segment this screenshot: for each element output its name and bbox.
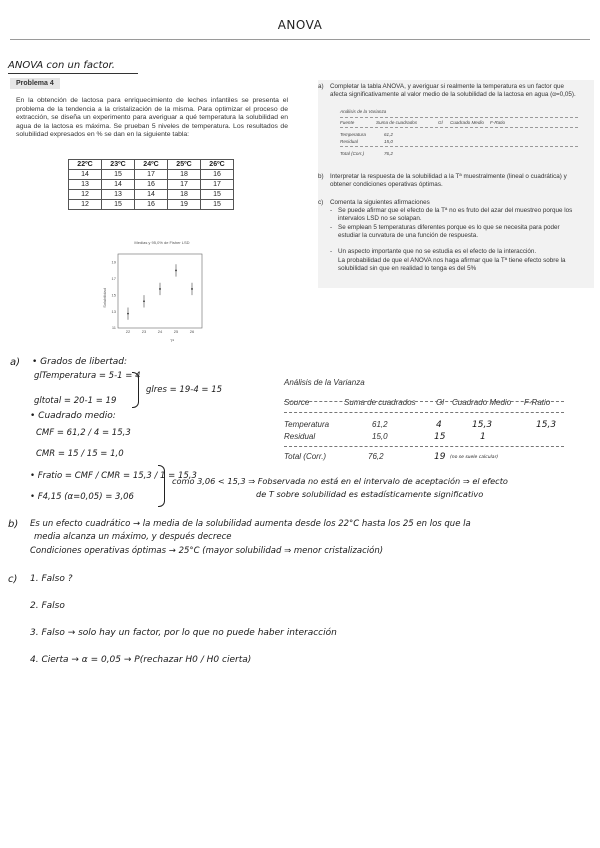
chart-ylabel: Solubilidad	[102, 288, 107, 308]
anova-cell: Residual	[284, 432, 316, 441]
mean-point	[159, 288, 161, 290]
question-c-label: c)	[318, 199, 324, 206]
chart-title: Medias y 95,0% de Fisher LSD	[134, 240, 190, 245]
answer-anova-table	[284, 378, 584, 464]
section-subtitle: ANOVA con un factor.	[8, 60, 115, 71]
gl-residual: glres = 19-4 = 15	[146, 385, 223, 395]
mean-point	[143, 300, 145, 302]
answer-c-item-2: 2. Falso	[30, 601, 65, 611]
table-row	[69, 170, 234, 180]
table-cell: 16	[135, 200, 168, 210]
question-b-text: Interpretar la respuesta de la solubilidad a la Tª muestralmente (lineal o cuadrática) y obtener condiciones operativas óptimas.	[330, 173, 567, 188]
table-header: 25ºC	[168, 160, 201, 170]
mini-anova-row	[340, 139, 578, 147]
anova-cell: 4	[436, 420, 442, 430]
answer-b-label: b)	[8, 519, 19, 530]
page-title: ANOVA	[277, 18, 323, 32]
data-table	[68, 159, 234, 210]
anova-cell: Temperatura	[284, 420, 330, 429]
y-tick-label: 13	[111, 308, 116, 314]
anova-total-note: (no se suele calcular)	[450, 455, 499, 460]
grados-heading: • Grados de libertad:	[32, 357, 127, 367]
table-cell: 12	[69, 190, 102, 200]
table-cell: 15	[201, 190, 234, 200]
table-cell: 15	[201, 200, 234, 210]
list-item: - Se emplean 5 temperaturas diferentes porque es lo que se necesita para poder estudiar la curvatura de una función de respuesta.	[338, 224, 576, 240]
anova-row	[284, 420, 584, 432]
table-row	[69, 190, 234, 200]
question-b-label: b)	[318, 173, 324, 180]
list-item: - Se puede afirmar que el efecto de la Tª no es fruto del azar del muestreo porque los intervalos LSD no se solapan.	[338, 207, 576, 223]
anova-header: Cuadrado Medio	[452, 398, 512, 407]
mini-anova-header: Cuadrado Medio	[450, 120, 484, 125]
mini-anova-cell: 76,2	[384, 151, 393, 156]
y-tick-label: 15	[111, 292, 116, 298]
question-b	[320, 173, 576, 189]
x-tick-label: 22	[125, 329, 131, 334]
answer-c-item-3: 3. Falso → solo hay un factor, por lo que no puede haber interacción	[30, 628, 337, 638]
gl-temperatura: glTemperatura = 5-1 = 4	[34, 371, 141, 381]
problem-intro: En la obtención de lactosa para enriquecimiento de leches infantiles se presenta el problema de la tendencia a la cristalización de la misma. Para optimizar el proceso de extracción, se diseña un experimento para averiguar a qué temperatura la solubilidad en agua de la lactosa es máxima. Se prueban 5 niveles de temperatura. Los resultados de solubilidad expresados en % se dan en la siguiente tabla:	[16, 97, 288, 139]
conclusion-line-2: de T sobre solubilidad es estadísticamente significativo	[256, 489, 484, 499]
mini-anova-title-row	[340, 109, 578, 117]
anova-row	[284, 432, 584, 444]
table-header: 22ºC	[69, 160, 102, 170]
mini-anova-header: Fuente	[340, 120, 355, 125]
ftab-formula: • F4,15 (α=0,05) = 3,06	[30, 492, 134, 502]
anova-cell: 61,2	[372, 420, 388, 429]
x-tick-label: 23	[141, 329, 147, 334]
question-c-text: Comenta la siguientes afirmaciones	[330, 199, 430, 206]
anova-divider	[284, 401, 564, 402]
mini-anova-header-row	[340, 117, 578, 128]
anova-cell: Total (Corr.)	[284, 452, 327, 461]
mini-anova-total-row	[340, 151, 578, 159]
table-cell: 14	[102, 180, 135, 190]
anova-header: Gl	[436, 398, 444, 407]
cuadrado-heading: • Cuadrado medio:	[30, 411, 116, 421]
lsd-chart	[100, 236, 220, 344]
problem-label: Problema 4	[10, 78, 60, 89]
answer-b-line-3: Condiciones operativas óptimas → 25°C (mayor solubilidad ⇒ menor cristalización)	[30, 546, 384, 556]
table-cell: 13	[69, 180, 102, 190]
mini-anova-cell: Total (Corr.)	[340, 151, 365, 156]
chart-marks	[127, 264, 193, 320]
anova-divider	[284, 412, 564, 413]
anova-header: Source	[284, 398, 310, 407]
question-a-label: a)	[318, 83, 324, 90]
mini-anova-cell: Residual	[340, 139, 358, 144]
anova-spacer	[284, 390, 584, 398]
table-cell: 15	[102, 200, 135, 210]
table-cell: 17	[168, 180, 201, 190]
x-tick-label: 26	[189, 329, 195, 334]
mini-anova-cell: 15,0	[384, 139, 393, 144]
anova-cell: 76,2	[368, 452, 384, 461]
table-header-row	[69, 160, 234, 170]
conclusion-line-1: como 3,06 < 15,3 ⇒ Fobservada no está en el intervalo de aceptación ⇒ el efecto	[172, 476, 508, 486]
anova-title: Análisis de la Varianza	[284, 378, 365, 387]
mini-anova-table	[340, 109, 578, 159]
anova-cell: 15	[434, 432, 446, 442]
anova-cell: 15,3	[536, 420, 557, 430]
question-c-note: La probabilidad de que el ANOVA nos haga afirmar que la Tª tiene efecto sobre la solubilidad sin que en realidad lo tenga es del 5%	[338, 257, 566, 272]
anova-cell: 15,3	[472, 420, 493, 430]
anova-title-row	[284, 378, 584, 390]
anova-header: F-Ratio	[524, 398, 551, 407]
answer-a-label: a)	[10, 357, 21, 368]
cmr-formula: CMR = 15 / 15 = 1,0	[36, 449, 124, 459]
answer-c-label: c)	[8, 574, 18, 585]
mini-anova-header: F-Ratio	[490, 120, 506, 125]
gl-total: gltotal = 20-1 = 19	[34, 396, 117, 406]
table-header: 24ºC	[135, 160, 168, 170]
table-header: 26ºC	[201, 160, 234, 170]
y-tick-label: 11	[111, 325, 116, 331]
mean-point	[127, 313, 129, 315]
y-tick-label: 17	[111, 275, 116, 281]
mean-point	[175, 270, 177, 272]
table-cell: 19	[168, 200, 201, 210]
cmf-formula: CMF = 61,2 / 4 = 15,3	[36, 428, 131, 438]
question-c-list	[320, 207, 576, 256]
question-c	[320, 199, 576, 273]
table-cell: 14	[135, 190, 168, 200]
table-cell: 14	[69, 170, 102, 180]
mini-anova-title: Análisis de la Varianza	[340, 109, 387, 114]
anova-total-row	[284, 452, 584, 464]
table-cell: 18	[168, 170, 201, 180]
table-row	[69, 180, 234, 190]
table-cell: 13	[102, 190, 135, 200]
anova-cell: 15,0	[372, 432, 388, 441]
table-cell: 17	[135, 170, 168, 180]
mini-anova-cell: Temperatura	[340, 132, 366, 137]
question-a-text: Completar la tabla ANOVA, y averiguar si realmente la temperatura es un factor que afecta significativamente al valor medio de la solubilidad de la lactosa en agua (α=0,05).	[330, 83, 576, 98]
anova-cell: 1	[480, 432, 486, 442]
x-tick-label: 25	[173, 329, 179, 334]
list-item: - Un aspecto importante que no se estudia es el efecto de la interacción.	[338, 248, 576, 256]
y-tick-label: 19	[111, 259, 116, 265]
chart-x-ticks	[126, 329, 195, 334]
anova-divider	[284, 446, 564, 447]
question-a	[320, 83, 576, 99]
answer-b-line-1: Es un efecto cuadrático → la media de la solubilidad aumenta desde los 22°C hasta los 25 en los que la	[30, 519, 471, 529]
chart-y-ticks	[112, 259, 117, 330]
mini-anova-header: Gl	[438, 120, 443, 125]
mini-anova-row	[340, 132, 578, 139]
chart-xlabel: Tª	[170, 338, 174, 343]
mini-anova-header: Suma de cuadrados	[376, 120, 418, 125]
anova-header: Suma de cuadrados	[344, 398, 416, 407]
table-header: 23ºC	[102, 160, 135, 170]
table-cell: 16	[201, 170, 234, 180]
table-cell: 16	[135, 180, 168, 190]
anova-cell: 19	[434, 452, 446, 462]
answer-b-line-2: media alcanza un máximo, y después decrece	[34, 532, 232, 542]
title-divider	[10, 39, 590, 40]
table-cell: 12	[69, 200, 102, 210]
brace-f	[158, 465, 165, 507]
x-tick-label: 24	[157, 329, 163, 334]
table-row	[69, 200, 234, 210]
answer-c-item-4: 4. Cierta → α = 0,05 → P(rechazar H0 / H0 cierta)	[30, 655, 252, 665]
table-cell: 15	[102, 170, 135, 180]
table-cell: 18	[168, 190, 201, 200]
answer-c-item-1: 1. Falso ?	[30, 574, 73, 584]
mean-point	[191, 288, 193, 290]
mini-anova-cell: 61,2	[384, 132, 393, 137]
brace-gl	[132, 372, 139, 408]
anova-header-row	[284, 398, 584, 410]
table-cell: 17	[201, 180, 234, 190]
fratio-formula: • Fratio = CMF / CMR = 15,3 / 1 = 15,3	[30, 471, 197, 481]
